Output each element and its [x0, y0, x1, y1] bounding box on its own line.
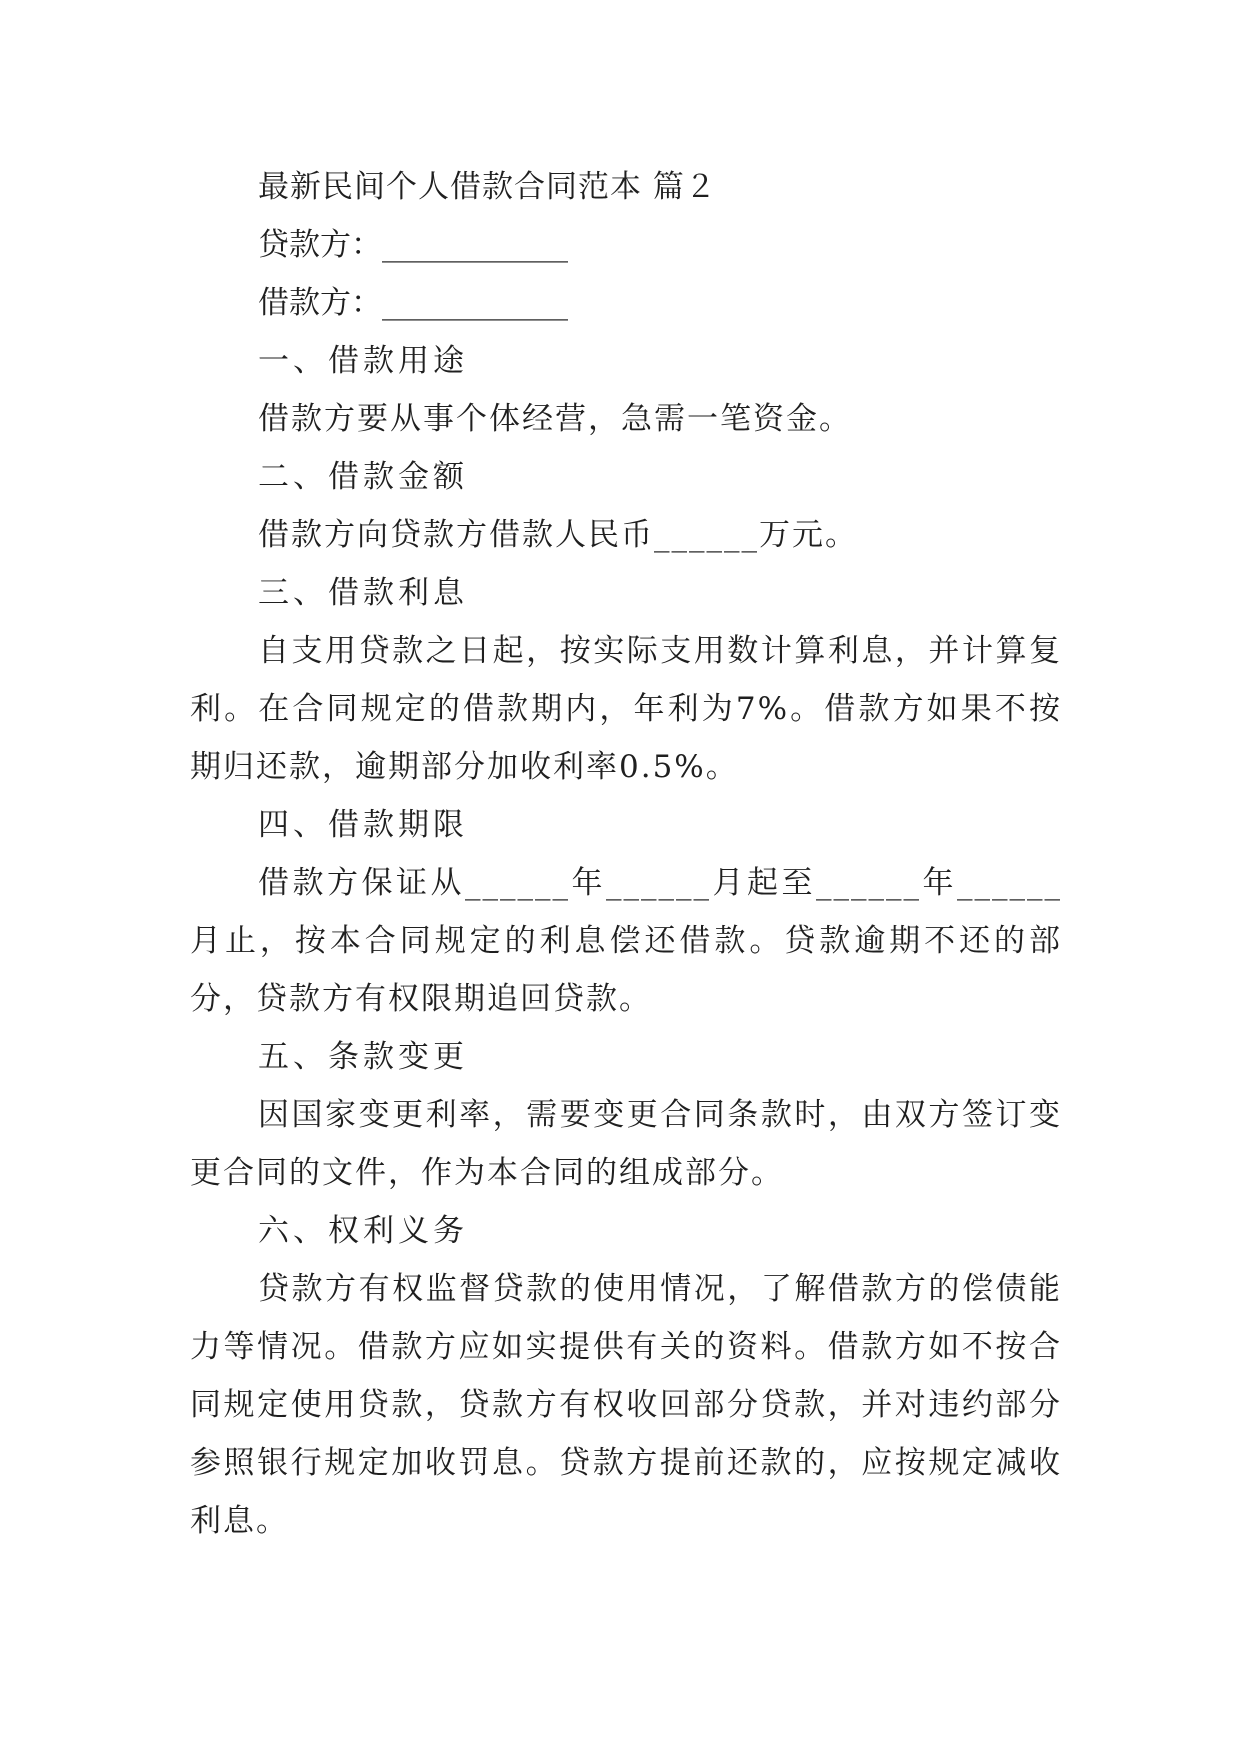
section-heading: 三、借款利息	[258, 575, 468, 611]
section-body: 因国家变更利率，需要变更合同条款时，由双方签订变更合同的文件，作为本合同的组成部分。	[190, 1097, 1062, 1191]
document-body	[190, 158, 1062, 1550]
section-body: 贷款方有权监督贷款的使用情况，了解借款方的偿债能力等情况。借款方应如实提供有关的资料。借款方如不按合同规定使用贷款，贷款方有权收回部分贷款，并对违约部分参照银行规定加收罚息。贷款方提前还款的，应按规定减收利息。	[190, 1271, 1062, 1539]
document-title: 最新民间个人借款合同范本 篇２	[258, 169, 717, 205]
section-heading: 二、借款金额	[258, 459, 468, 495]
lender-field: 贷款方：____________	[258, 227, 568, 263]
borrower-field: 借款方：____________	[258, 285, 568, 321]
section-body: 自支用贷款之日起，按实际支用数计算利息，并计算复利。在合同规定的借款期内，年利为7%。借款方如果不按期归还款，逾期部分加收利率0.5%。	[190, 633, 1062, 785]
section-heading: 一、借款用途	[258, 343, 468, 379]
section-body: 借款方保证从______年______月起至______年______月止，按本合同规定的利息偿还借款。贷款逾期不还的部分，贷款方有权限期追回贷款。	[190, 865, 1062, 1017]
section-body: 借款方要从事个体经营，急需一笔资金。	[258, 401, 852, 437]
section-heading: 六、权利义务	[258, 1213, 468, 1249]
section-heading: 五、条款变更	[258, 1039, 468, 1075]
section-heading: 四、借款期限	[258, 807, 468, 843]
section-body: 借款方向贷款方借款人民币______万元。	[258, 517, 858, 553]
